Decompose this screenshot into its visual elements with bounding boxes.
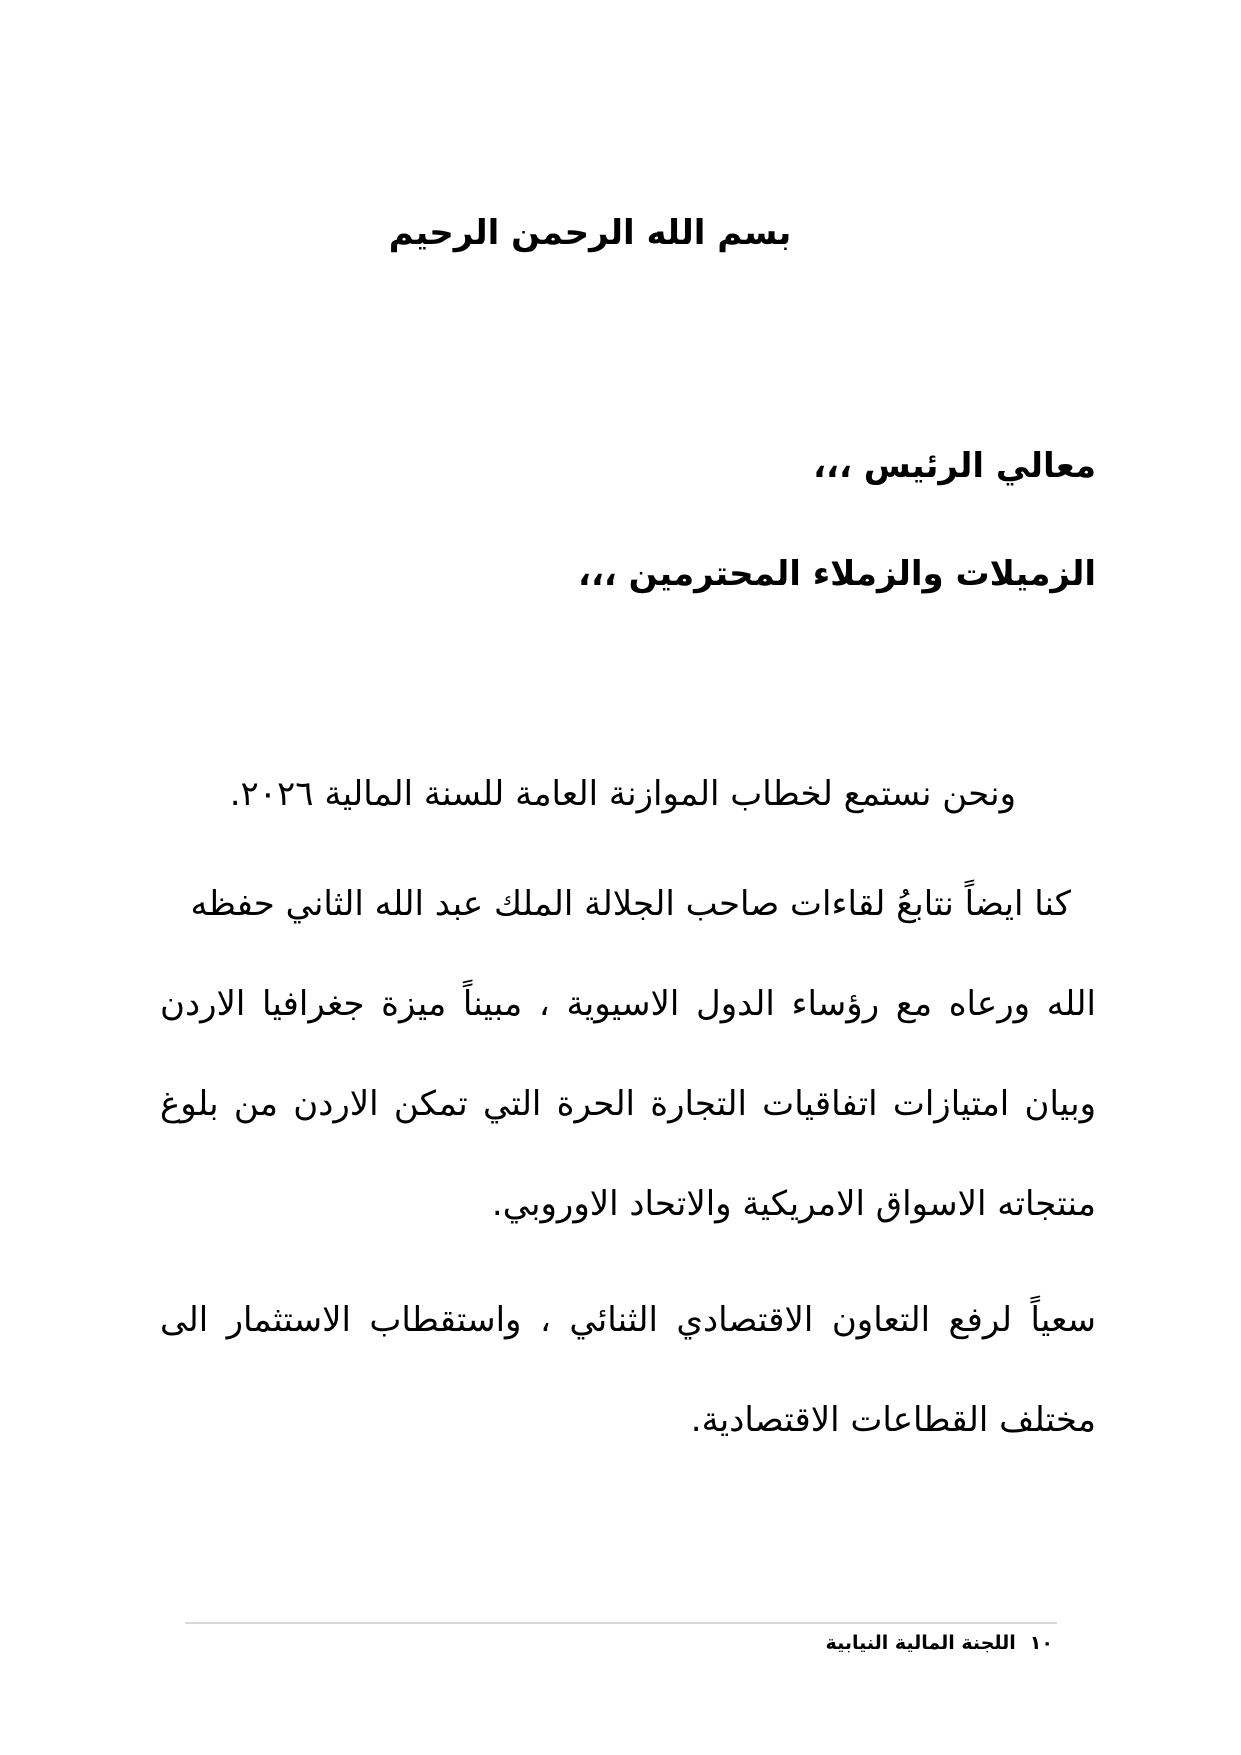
paragraph-2-line-4: منتجاته الاسواق الامريكية والاتحاد الاوروبي. (491, 1184, 1096, 1224)
salutation-president: معالي الرئيس ،،، (813, 446, 1096, 486)
page-footer (826, 1626, 1053, 1660)
footer-divider (185, 1622, 1057, 1624)
salutation-colleagues: الزميلات والزملاء المحترمين ،،، (578, 554, 1096, 594)
paragraph-3-line-2: مختلف القطاعات الاقتصادية. (690, 1400, 1096, 1440)
paragraph-1-line-1: ونحن نستمع لخطاب الموازنة العامة للسنة المالية ٢٠٢٦. (229, 774, 1016, 814)
footer-committee-name: اللجنة المالية النيابية (825, 1632, 1016, 1654)
paragraph-2-line-3: وبيان امتيازات اتفاقيات التجارة الحرة التي تمكن الاردن من بلوغ (160, 1084, 1096, 1124)
footer-page-number: ١٠ (1029, 1632, 1053, 1654)
paragraph-2-line-1: كنا ايضاً نتابعُ لقاءات صاحب الجلالة الملك عبد الله الثاني حفظه (190, 884, 1071, 924)
basmala-heading: بسم الله الرحمن الرحيم (388, 213, 792, 253)
paragraph-2-line-2: الله ورعاه مع رؤساء الدول الاسيوية ، مبيناً ميزة جغرافيا الاردن (160, 984, 1096, 1024)
paragraph-3-line-1: سعياً لرفع التعاون الاقتصادي الثنائي ، واستقطاب الاستثمار الى (160, 1300, 1096, 1340)
